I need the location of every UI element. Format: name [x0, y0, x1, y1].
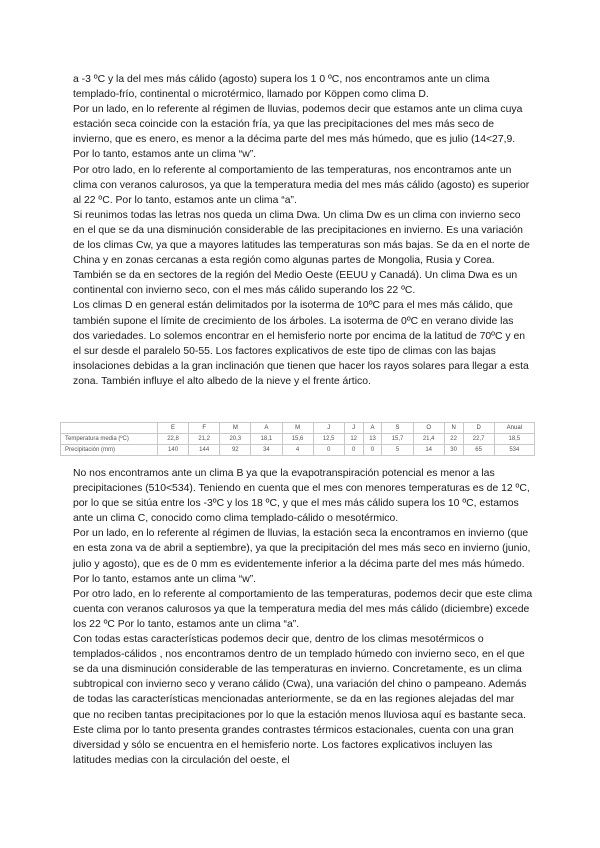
table-cell: 22,8: [158, 434, 189, 445]
table-cell: 21,2: [189, 434, 220, 445]
table-header-cell: E: [158, 423, 189, 434]
table-header-cell: A: [363, 423, 382, 434]
table-header-cell: F: [189, 423, 220, 434]
table-header-cell: J: [344, 423, 363, 434]
table-cell: 12: [344, 434, 363, 445]
table-cell: 18,1: [251, 434, 282, 445]
table-header-cell: M: [220, 423, 251, 434]
table-cell: 65: [463, 445, 494, 456]
table-header-cell: S: [382, 423, 413, 434]
paragraph-winter-dry-season: Por un lado, en lo referente al régimen de lluvias, la estación seca la encontramos en invierno (que en esta zona va de abril a septiembre), ya que la precipitación del mes más seco en invierno (junio, julio y agosto), que es de 0 mm es evidentemente inferior a la décima parte del mes más húmedo. Por lo tanto, estamos ante un clima “w”.: [73, 528, 531, 585]
table-cell: 22,7: [463, 434, 494, 445]
table-header-cell: M: [282, 423, 313, 434]
table-row-temperature: [61, 434, 535, 445]
table-header-cell: Anual: [494, 423, 534, 434]
paragraph-climate-d-intro: a -3 ºC y la del mes más cálido (agosto) supera los 1 0 ºC, nos encontramos ante un clima templado-frío, continental o microtérmico, llamado por Köppen como clima D.: [73, 74, 490, 101]
table-header-cell: A: [251, 423, 282, 434]
paragraph-hot-summers: Por otro lado, en lo referente al comportamiento de las temperaturas, podemos decir que este clima cuenta con veranos calurosos ya que la temperatura media del mes más cálido (diciembre) excede los 22 ºC Por lo tanto, estamos ante un clima “a”.: [73, 588, 533, 630]
paragraph-temperature-behaviour: Por otro lado, en lo referente al comportamiento de las temperaturas, nos encontramos ante un clima con veranos calurosos, ya que la temperatura media del mes más cálido (agosto) es superior al 22 ºC. Por lo tanto, estamos ante un clima “a”.: [73, 164, 530, 206]
table-cell: 21,4: [413, 434, 444, 445]
table-cell: 92: [220, 445, 251, 456]
table-header-row: [61, 423, 535, 434]
table-cell: 30: [444, 445, 463, 456]
table-cell: 13: [363, 434, 382, 445]
paragraph-climate-c-intro: No nos encontramos ante un clima B ya que la evapotranspiración potencial es menor a las precipitaciones (510<534). Teniendo en cuenta que el mes con menores temperaturas es de 12 ºC, por lo que se sitúa entre los -3ºC y los 18 ºC, y que el mes más cálido supera los 10 ºC, estamos ante un clima C, conocido como clima templado-cálido o mesotérmico.: [73, 468, 530, 525]
paragraph-dwa-climate: Si reunimos todas las letras nos queda un clima Dwa. Un clima Dw es un clima con invierno seco en el que se da una disminución considerable de las precipitaciones en invierno. Es una variación de los climas Cw, ya que a mayores latitudes las temperaturas son más bajas. Se da en el norte de China y en zonas cercanas a esta región como algunas partes de Mongolia, Rusia y Corea. También se da en sectores de la región del Medio Oeste (EEUU y Canadá). Un clima Dwa es un continental con invierno seco, con el mes más cálido superando los 22 ºC.: [73, 209, 530, 297]
table-cell: 5: [382, 445, 413, 456]
table-row-label: Precipitación (mm): [61, 445, 158, 456]
table-header-cell: D: [463, 423, 494, 434]
table-cell: 0: [344, 445, 363, 456]
table-header-cell: O: [413, 423, 444, 434]
table-cell: 15,6: [282, 434, 313, 445]
paragraph-rainfall-regime: Por un lado, en lo referente al régimen de lluvias, podemos decir que estamos ante un clima cuya estación seca coincide con la estación fría, ya que las precipitaciones del mes más seco de invierno, que es enero, es menor a la décima parte del mes más húmedo, que es julio (14<27,9. Por lo tanto, estamos ante un clima “w”.: [73, 104, 523, 161]
table-row-label: Temperatura media (ºC): [61, 434, 158, 445]
text-section-lower: [73, 466, 533, 768]
table-header-cell: N: [444, 423, 463, 434]
table-cell: 144: [189, 445, 220, 456]
table-cell: 20,3: [220, 434, 251, 445]
table-cell: 140: [158, 445, 189, 456]
table-cell: 4: [282, 445, 313, 456]
text-section-upper: [73, 72, 533, 389]
table-header-cell: J: [313, 423, 344, 434]
table-cell: 0: [363, 445, 382, 456]
table-cell: 0: [313, 445, 344, 456]
table-cell: 22: [444, 434, 463, 445]
table-cell: 14: [413, 445, 444, 456]
table-cell: 34: [251, 445, 282, 456]
climate-data-table: [60, 422, 535, 456]
table-cell: 18,5: [494, 434, 534, 445]
paragraph-d-climates-general: Los climas D en general están delimitados por la isoterma de 10ºC para el mes más cálido, que también supone el límite de crecimiento de los árboles. La isoterma de 0ºC en verano divide las dos variedades. Lo solemos encontrar en el hemisferio norte por encima de la latitud de 70ºC y en el sur desde el paralelo 50-55. Los factores explicativos de este tipo de climas con las bajas insolaciones debidas a la gran inclinación que tienen que hacer los rayos solares para llegar a esta zona. También influye el alto albedo de la nieve y el frente ártico.: [73, 300, 529, 387]
table-cell: 15,7: [382, 434, 413, 445]
table-cell: 534: [494, 445, 534, 456]
paragraph-cwa-climate: Con todas estas características podemos decir que, dentro de los climas mesotérmicos o templados-cálidos , nos encontramos dentro de un templado húmedo con invierno seco, en el que se da una disminución considerable de las temperaturas en invierno. Concretamente, es un clima subtropical con invierno seco y verano cálido (Cwa), una variación del chino o pampeano. Además de todas las características mencionadas anteriormente, se da en las regiones alejadas del mar que no reciben tantas precipitaciones por lo que la estación menos lluviosa aquí es bastante seca. Este clima por lo tanto presenta grandes contrastes térmicos estacionales, cuenta con una gran diversidad y sólo se encuentra en el hemisferio norte. Los factores explicativos incluyen las latitudes medias con la circulación del oeste, el: [73, 634, 527, 766]
table-header-cell: [61, 423, 158, 434]
table-cell: 12,5: [313, 434, 344, 445]
table-row-precipitation: [61, 445, 535, 456]
